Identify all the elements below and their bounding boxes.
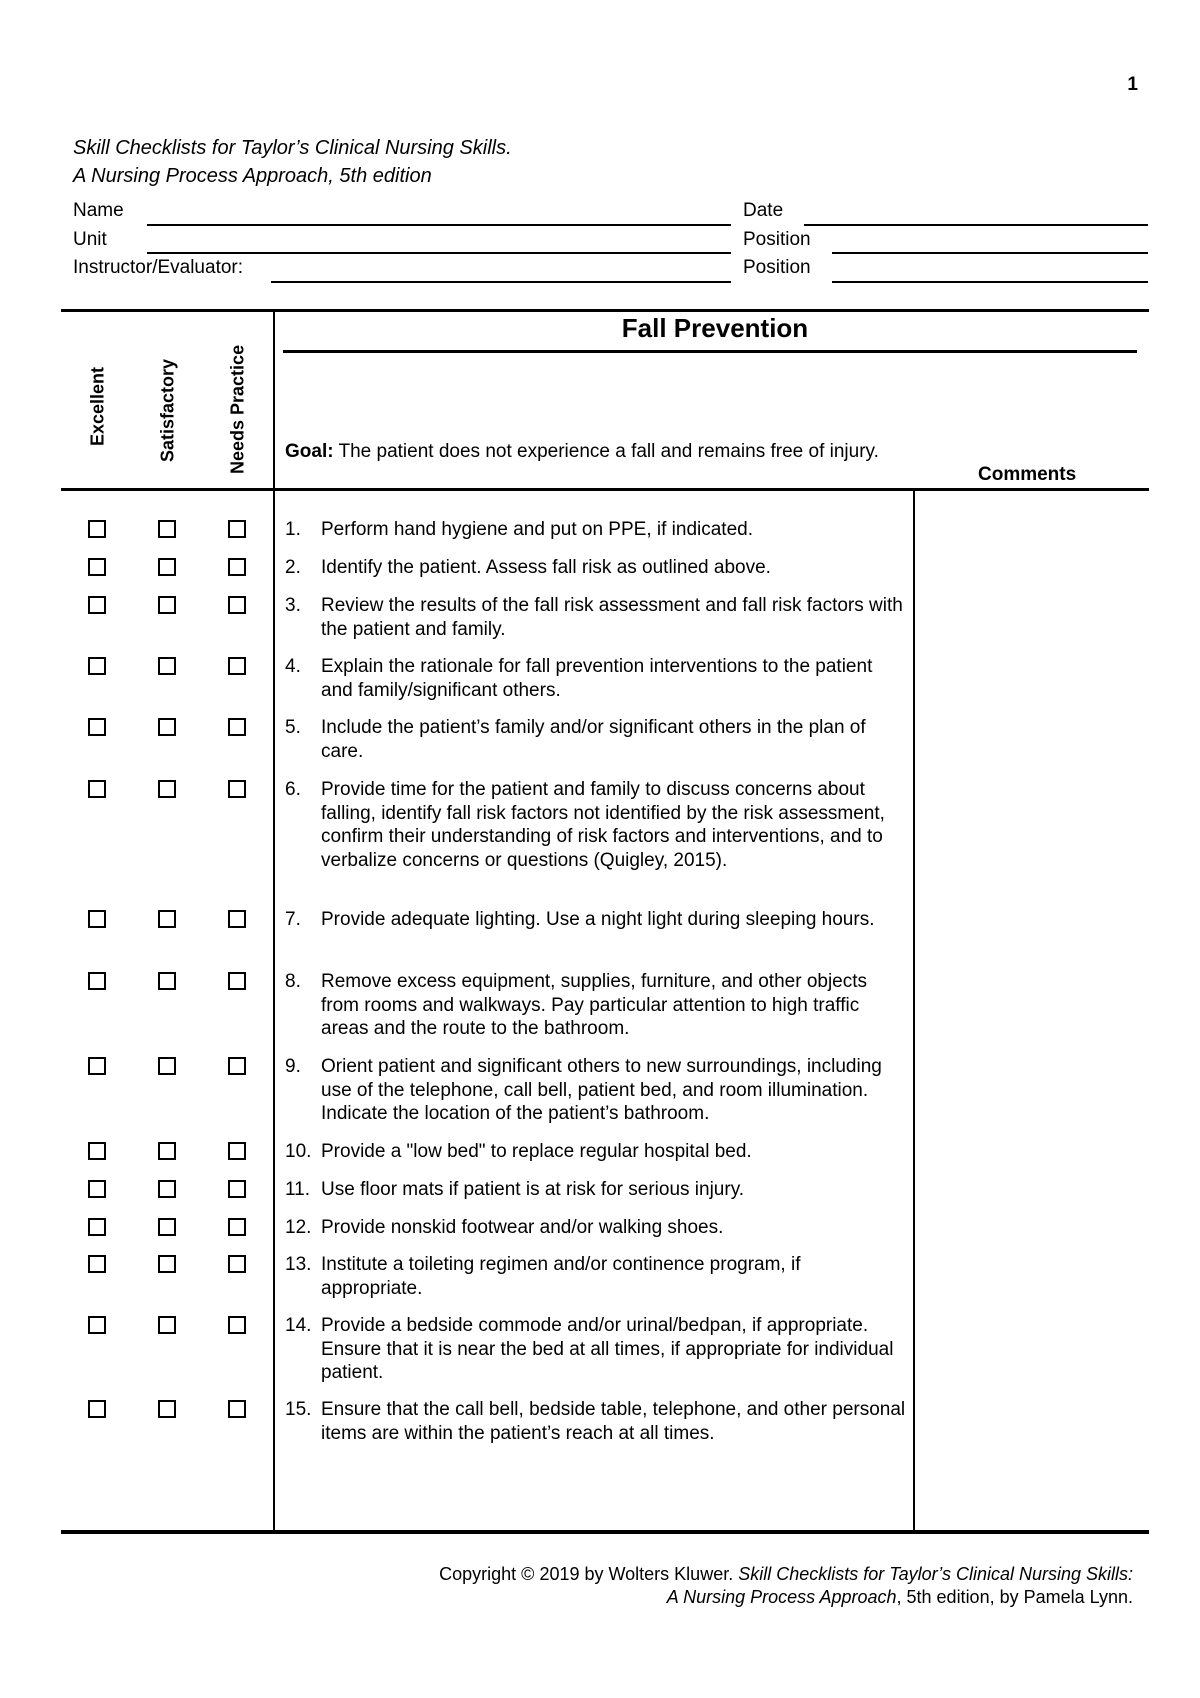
excellent-checkbox[interactable]	[88, 1180, 106, 1198]
satisfactory-checkbox[interactable]	[158, 596, 176, 614]
excellent-checkbox[interactable]	[88, 1218, 106, 1236]
needs-practice-checkbox[interactable]	[228, 1180, 246, 1198]
satisfactory-checkbox[interactable]	[158, 1400, 176, 1418]
position-field[interactable]	[832, 252, 1148, 254]
satisfactory-checkbox[interactable]	[158, 910, 176, 928]
step-number: 15.	[285, 1399, 312, 1420]
step-text: Use floor mats if patient is at risk for serious injury.	[321, 1179, 745, 1200]
step-number: 11.	[285, 1179, 311, 1200]
satisfactory-checkbox[interactable]	[158, 520, 176, 538]
needs-practice-checkbox[interactable]	[228, 1400, 246, 1418]
satisfactory-header	[148, 312, 188, 462]
header-bottom-rule	[61, 488, 1149, 491]
position-field-2[interactable]	[832, 281, 1148, 283]
book-title-line2: A Nursing Process Approach, 5th edition	[73, 165, 432, 187]
skill-title: Fall Prevention	[621, 313, 809, 343]
satisfactory-checkbox[interactable]	[158, 1180, 176, 1198]
unit-label: Unit	[73, 229, 107, 250]
needs-practice-label: Needs Practice	[227, 344, 248, 474]
needs-practice-checkbox[interactable]	[228, 596, 246, 614]
needs-practice-checkbox[interactable]	[228, 972, 246, 990]
step-text: Explain the rationale for fall prevention interventions to the patient and family/significant others.	[321, 656, 873, 701]
excellent-checkbox[interactable]	[88, 1316, 106, 1334]
step-text: Perform hand hygiene and put on PPE, if indicated.	[321, 519, 753, 540]
step-text: Identify the patient. Assess fall risk as outlined above.	[321, 557, 771, 578]
step-number: 8.	[285, 971, 301, 992]
excellent-checkbox[interactable]	[88, 1255, 106, 1273]
excellent-label: Excellent	[87, 366, 108, 446]
title-underline	[283, 350, 1137, 353]
step-number: 3.	[285, 595, 301, 616]
name-label: Name	[73, 200, 124, 221]
step-number: 12.	[285, 1217, 312, 1238]
satisfactory-checkbox[interactable]	[158, 1057, 176, 1075]
satisfactory-checkbox[interactable]	[158, 1142, 176, 1160]
goal-text: The patient does not experience a fall and remains free of injury.	[333, 441, 879, 462]
needs-practice-checkbox[interactable]	[228, 1142, 246, 1160]
excellent-checkbox[interactable]	[88, 1057, 106, 1075]
step-text: Review the results of the fall risk assessment and fall risk factors with the patient and family.	[321, 595, 903, 640]
excellent-header	[78, 296, 118, 446]
position-label: Position	[743, 229, 811, 250]
satisfactory-checkbox[interactable]	[158, 558, 176, 576]
satisfactory-label: Satisfactory	[157, 358, 178, 462]
copyright-title1: Skill Checklists for Taylor’s Clinical Nursing Skills:	[738, 1564, 1133, 1584]
column-divider	[273, 309, 275, 1532]
step-text: Provide adequate lighting. Use a night light during sleeping hours.	[321, 909, 875, 930]
step-text: Ensure that the call bell, bedside table, telephone, and other personal items are within the patient’s reach at all times.	[321, 1399, 906, 1444]
needs-practice-checkbox[interactable]	[228, 558, 246, 576]
excellent-checkbox[interactable]	[88, 910, 106, 928]
step-number: 5.	[285, 717, 301, 738]
date-label: Date	[743, 200, 784, 221]
satisfactory-checkbox[interactable]	[158, 1255, 176, 1273]
date-field[interactable]	[804, 224, 1148, 226]
excellent-checkbox[interactable]	[88, 1142, 106, 1160]
copyright-footer	[439, 1563, 1133, 1609]
needs-practice-checkbox[interactable]	[228, 780, 246, 798]
excellent-checkbox[interactable]	[88, 718, 106, 736]
book-title-line1: Skill Checklists for Taylor’s Clinical Nursing Skills.	[73, 137, 512, 159]
excellent-checkbox[interactable]	[88, 1400, 106, 1418]
step-number: 9.	[285, 1056, 301, 1077]
page-number: 1	[1127, 74, 1138, 95]
excellent-checkbox[interactable]	[88, 657, 106, 675]
instructor-field[interactable]	[271, 281, 731, 283]
step-text: Remove excess equipment, supplies, furniture, and other objects from rooms and walkways. Pay particular attention to high traffic areas and the route to the bathroom.	[321, 971, 868, 1039]
position-label-2: Position	[743, 257, 811, 278]
satisfactory-checkbox[interactable]	[158, 1316, 176, 1334]
copyright-suffix: , 5th edition, by Pamela Lynn.	[896, 1587, 1133, 1607]
step-text: Provide a "low bed" to replace regular hospital bed.	[321, 1141, 752, 1162]
needs-practice-checkbox[interactable]	[228, 1316, 246, 1334]
excellent-checkbox[interactable]	[88, 972, 106, 990]
copyright-title2: A Nursing Process Approach	[666, 1587, 897, 1607]
satisfactory-checkbox[interactable]	[158, 718, 176, 736]
satisfactory-checkbox[interactable]	[158, 657, 176, 675]
needs-practice-checkbox[interactable]	[228, 910, 246, 928]
book-title	[73, 134, 512, 190]
satisfactory-checkbox[interactable]	[158, 972, 176, 990]
table-bottom-rule	[61, 1530, 1149, 1534]
step-text: Provide time for the patient and family to discuss concerns about falling, identify fall risk factors not identified by the risk assessment, confirm their understanding of risk factors and interventions, and to verbalize concerns or questions (Quigley, 2015).	[321, 779, 885, 871]
copyright-prefix: Copyright © 2019 by Wolters Kluwer.	[439, 1564, 739, 1584]
needs-practice-checkbox[interactable]	[228, 1255, 246, 1273]
needs-practice-checkbox[interactable]	[228, 520, 246, 538]
needs-practice-header	[218, 324, 258, 474]
step-number: 14.	[285, 1315, 312, 1336]
satisfactory-checkbox[interactable]	[158, 780, 176, 798]
needs-practice-checkbox[interactable]	[228, 1218, 246, 1236]
excellent-checkbox[interactable]	[88, 596, 106, 614]
step-text: Institute a toileting regimen and/or continence program, if appropriate.	[321, 1254, 801, 1299]
step-number: 1.	[285, 519, 301, 540]
goal-statement	[285, 440, 925, 463]
table-top-rule	[61, 309, 1149, 312]
excellent-checkbox[interactable]	[88, 520, 106, 538]
excellent-checkbox[interactable]	[88, 558, 106, 576]
needs-practice-checkbox[interactable]	[228, 1057, 246, 1075]
needs-practice-checkbox[interactable]	[228, 657, 246, 675]
step-text: Include the patient’s family and/or significant others in the plan of care.	[321, 717, 866, 762]
step-number: 7.	[285, 909, 301, 930]
unit-field[interactable]	[147, 252, 731, 254]
step-text: Provide nonskid footwear and/or walking shoes.	[321, 1217, 724, 1238]
step-text: Orient patient and significant others to new surroundings, including use of the telephone, call bell, patient bed, and room illumination. Indicate the location of the patient’s bathroom.	[321, 1056, 882, 1124]
instructor-label: Instructor/Evaluator:	[73, 257, 244, 278]
needs-practice-checkbox[interactable]	[228, 718, 246, 736]
step-text: Provide a bedside commode and/or urinal/bedpan, if appropriate. Ensure that it is near the bed at all times, if appropriate for individual patient.	[321, 1315, 894, 1383]
comments-header: Comments	[978, 464, 1077, 485]
step-number: 2.	[285, 557, 301, 578]
name-field[interactable]	[147, 224, 731, 226]
satisfactory-checkbox[interactable]	[158, 1218, 176, 1236]
step-number: 13.	[285, 1254, 312, 1275]
goal-label: Goal:	[285, 441, 334, 462]
excellent-checkbox[interactable]	[88, 780, 106, 798]
comments-divider	[913, 490, 915, 1532]
step-number: 6.	[285, 779, 301, 800]
step-number: 10.	[285, 1141, 312, 1162]
step-number: 4.	[285, 656, 301, 677]
